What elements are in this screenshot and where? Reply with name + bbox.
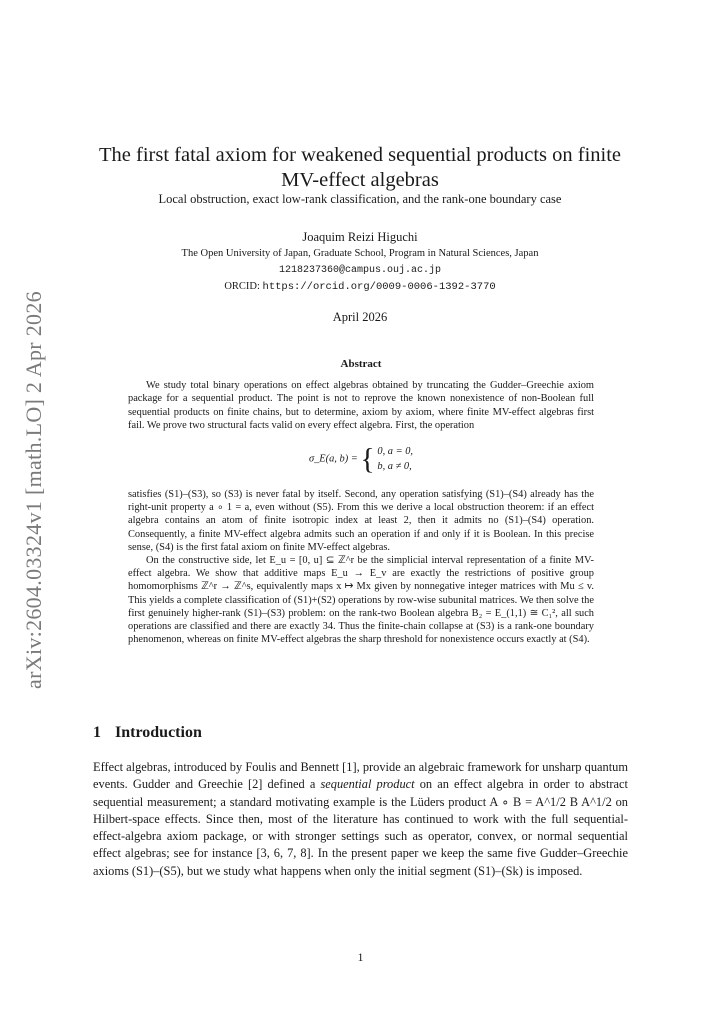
author-name: Joaquim Reizi Higuchi xyxy=(302,230,418,244)
abstract-paragraph-3: On the constructive side, let E_u = [0, u] ⊆ ℤ^r be the simplicial interval representation of a finite MV-effect algebra. We show that additive maps E_u → E_v are exactly the restrictions of positive group homomorphisms ℤ^r → ℤ^s, equivalently maps x ↦ Mx given by nonnegative integer matrices with Mu ≤ v. This yields a complete classification of (S1)+(S2) operations by row-wise subunital matrices. We then solve the first genuinely higher-rank (S1)–(S3) problem: on the rank-two Boolean algebra B₂ = E_(1,1) ≅ C₁², all such operations are classified and there are exactly 34. Thus the finite-chain collapse at (S3) is a rank-one boundary phenomenon, whereas on finite MV-effect algebras the sharp threshold for nonexistence occurs exactly at (S4). xyxy=(128,555,594,646)
abstract-paragraph-2: satisfies (S1)–(S3), so (S3) is never fatal by itself. Second, any operation satisfying (S1)–(S4) already has the right-unit property a ∘ 1 = a, even without (S5). From this we derive a local obstruction theorem: if an effect algebra contains an atom of finite isotropic index at least 2, then it admits no (S1)–(S4) operation. Consequently, a finite MV-effect algebra admits such an operation if and only if it is Boolean. In this precise sense, (S4) is the first fatal axiom on finite MV-effect algebras. xyxy=(128,489,594,553)
arxiv-stamp-text: arXiv:2604.03324v1 [math.LO] 2 Apr 2026 xyxy=(21,291,46,689)
author-affiliation: The Open University of Japan, Graduate School, Program in Natural Sciences, Japan xyxy=(181,248,539,259)
paper-subtitle: Local obstruction, exact low-rank classification, and the rank-one boundary case xyxy=(158,192,562,206)
equation-cases xyxy=(377,444,413,474)
equation-case-1: 0, a = 0, xyxy=(377,446,413,458)
intro-text-a: Effect algebras, introduced by Foulis and Bennett [1], provide an algebraic framework for unsharp quantum events. Gudder and Greechie [2] defined a xyxy=(93,760,628,792)
arxiv-stamp xyxy=(15,291,53,689)
introduction-paragraph xyxy=(93,759,628,880)
abstract-paragraph-1: We study total binary operations on effect algebras obtained by truncating the Gudder–Greechie axiom package for a sequential product. The point is not to reprove the known nonexistence of non-Boolean full sequential products on finite chains, but to determine, axiom by axiom, where finite MV-effect algebras first fail. We prove two structural facts valid on every effect algebra. First, the operation xyxy=(128,380,594,431)
equation-case-2: b, a ≠ 0, xyxy=(377,461,412,473)
intro-text-emphasis: sequential product xyxy=(320,777,415,792)
orcid-label: ORCID: xyxy=(224,281,260,292)
author-orcid xyxy=(80,281,640,293)
abstract xyxy=(128,358,594,646)
abstract-heading: Abstract xyxy=(340,358,382,370)
intro-text-b: on an effect algebra in order to abstract sequential measurement; a standard motivating example is the Lüders product A ∘ B = A^1/2 B A^1/2 on Hilbert-space effects. Since then, most of the literature has continued to work with the full sequential-effect-algebra axiom package, or with stronger settings such as operator, convex, or normal sequential effect algebras; see for instance [3, 6, 7, 8]. In the present paper we keep the same five Gudder–Greechie axioms (S1)–(S5), but we study what happens when only the initial segment (S1)–(Sk) is imposed. xyxy=(93,777,628,878)
equation-lhs: σ_E(a, b) = xyxy=(308,453,358,465)
section-number: 1 xyxy=(93,724,101,741)
abstract-equation xyxy=(128,444,594,474)
author-email[interactable]: 1218237360@campus.ouj.ac.jp xyxy=(278,265,442,276)
equation-brace: { xyxy=(360,442,375,476)
orcid-link[interactable]: https://orcid.org/0009-0006-1392-3770 xyxy=(262,281,496,293)
page-number: 1 xyxy=(357,950,364,964)
paper-date: April 2026 xyxy=(332,310,388,324)
paper-title: The first fatal axiom for weakened sequential products on finite MV-effect algebras xyxy=(99,144,621,191)
section-heading-introduction xyxy=(93,724,202,742)
section-title: Introduction xyxy=(115,724,202,741)
